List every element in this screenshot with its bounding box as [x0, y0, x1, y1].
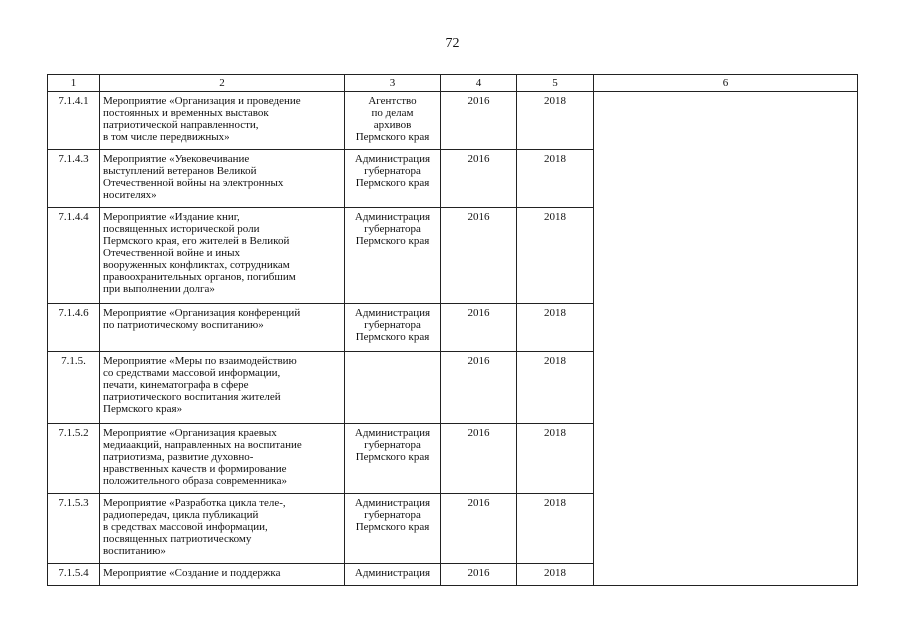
- item-description: Мероприятие «Организация краевых медиаакций, направленных на воспитание патриотизма, развитие духовно- нравственных качеств и формирование положительного образа современника»: [100, 424, 345, 494]
- item-executor: Администрация губернатора Пермского края: [345, 150, 441, 208]
- item-description: Мероприятие «Организация и проведение постоянных и временных выставок патриотической направленности, в том числе передвижных»: [100, 92, 345, 150]
- item-end-year: 2018: [517, 494, 594, 564]
- column-header: 4: [441, 75, 517, 92]
- item-start-year: 2016: [441, 494, 517, 564]
- activities-table: [47, 74, 858, 586]
- column-header: 2: [100, 75, 345, 92]
- item-executor: Администрация: [345, 564, 441, 586]
- item-start-year: 2016: [441, 150, 517, 208]
- item-end-year: 2018: [517, 352, 594, 424]
- item-number: 7.1.4.6: [48, 304, 100, 352]
- item-end-year: 2018: [517, 150, 594, 208]
- item-description: Мероприятие «Меры по взаимодействию со средствами массовой информации, печати, кинематографа в сфере патриотического воспитания жителей Пермского края»: [100, 352, 345, 424]
- item-description: Мероприятие «Создание и поддержка: [100, 564, 345, 586]
- column-header: 6: [594, 75, 858, 92]
- item-executor: [345, 352, 441, 424]
- item-number: 7.1.5.4: [48, 564, 100, 586]
- page-number: 72: [445, 36, 460, 51]
- item-number: 7.1.5.2: [48, 424, 100, 494]
- column-6-cell: [594, 92, 858, 586]
- item-description: Мероприятие «Разработка цикла теле-, радиопередач, цикла публикаций в средствах массовой информации, посвященных патриотическому воспитанию»: [100, 494, 345, 564]
- item-end-year: 2018: [517, 304, 594, 352]
- item-number: 7.1.4.4: [48, 208, 100, 304]
- table-header-row: [48, 75, 858, 92]
- item-number: 7.1.4.3: [48, 150, 100, 208]
- item-start-year: 2016: [441, 352, 517, 424]
- item-description: Мероприятие «Увековечивание выступлений ветеранов Великой Отечественной войны на электронных носителях»: [100, 150, 345, 208]
- item-start-year: 2016: [441, 304, 517, 352]
- item-end-year: 2018: [517, 208, 594, 304]
- column-header: 3: [345, 75, 441, 92]
- item-number: 7.1.5.: [48, 352, 100, 424]
- column-header: 5: [517, 75, 594, 92]
- item-executor: Администрация губернатора Пермского края: [345, 424, 441, 494]
- table-row: [48, 92, 858, 150]
- item-executor: Агентство по делам архивов Пермского края: [345, 92, 441, 150]
- item-description: Мероприятие «Издание книг, посвященных исторической роли Пермского края, его жителей в Великой Отечественной войне и иных вооруженных конфликтах, сотрудникам правоохранительных органов, погибшим при выполнении долга»: [100, 208, 345, 304]
- item-description: Мероприятие «Организация конференций по патриотическому воспитанию»: [100, 304, 345, 352]
- item-executor: Администрация губернатора Пермского края: [345, 494, 441, 564]
- item-number: 7.1.4.1: [48, 92, 100, 150]
- item-number: 7.1.5.3: [48, 494, 100, 564]
- column-header: 1: [48, 75, 100, 92]
- item-end-year: 2018: [517, 92, 594, 150]
- item-end-year: 2018: [517, 424, 594, 494]
- item-start-year: 2016: [441, 564, 517, 586]
- item-start-year: 2016: [441, 208, 517, 304]
- item-start-year: 2016: [441, 92, 517, 150]
- item-start-year: 2016: [441, 424, 517, 494]
- item-executor: Администрация губернатора Пермского края: [345, 208, 441, 304]
- item-executor: Администрация губернатора Пермского края: [345, 304, 441, 352]
- item-end-year: 2018: [517, 564, 594, 586]
